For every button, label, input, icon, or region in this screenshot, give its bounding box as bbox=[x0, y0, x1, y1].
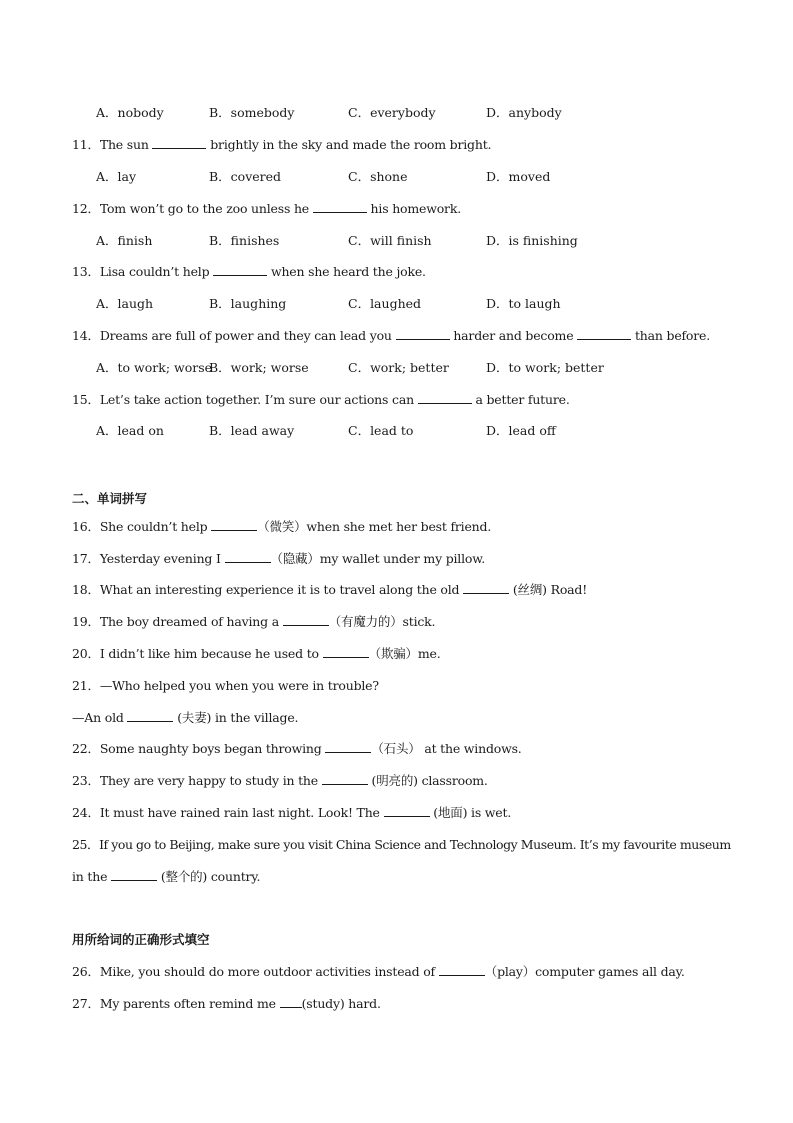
question-25 bbox=[72, 835, 731, 853]
question-number: 22． bbox=[72, 741, 100, 756]
question-text: than before. bbox=[631, 328, 711, 343]
question-number: 24． bbox=[72, 805, 100, 820]
question-12 bbox=[72, 199, 461, 217]
question-text: Yesterday evening I bbox=[99, 551, 225, 566]
question-text: They are very happy to study in the bbox=[99, 773, 322, 788]
section-title-word-forms: 用所给词的正确形式填空 bbox=[72, 932, 210, 947]
answer-blank[interactable] bbox=[111, 869, 157, 881]
question-text: （石头） at the windows. bbox=[371, 741, 522, 756]
question-26 bbox=[72, 962, 685, 980]
question-text: Dreams are full of power and they can lead you bbox=[99, 328, 396, 343]
question-14 bbox=[72, 326, 710, 344]
question-text: She couldn’t help bbox=[99, 519, 212, 534]
answer-blank[interactable] bbox=[211, 519, 257, 531]
question-20 bbox=[72, 644, 440, 662]
question-text: (丝绸) Road! bbox=[509, 582, 588, 597]
q13-option-b[interactable]: B．laughing bbox=[209, 296, 287, 311]
q13-option-d[interactable]: D．to laugh bbox=[486, 296, 561, 311]
q13-option-c[interactable]: C．laughed bbox=[348, 296, 422, 311]
question-19 bbox=[72, 612, 435, 630]
question-number: 23． bbox=[72, 773, 100, 788]
question-number: 11． bbox=[72, 137, 100, 152]
q15-option-c[interactable]: C．lead to bbox=[348, 423, 414, 438]
question-number: 20． bbox=[72, 646, 100, 661]
question-text: (夫妻) in the village. bbox=[173, 710, 299, 725]
q14-option-b[interactable]: B．work; worse bbox=[209, 360, 309, 375]
q15-option-a[interactable]: A．lead on bbox=[96, 423, 164, 438]
question-number: 18． bbox=[72, 582, 100, 597]
question-15 bbox=[72, 390, 570, 408]
q10-option-a[interactable]: A．nobody bbox=[96, 105, 164, 120]
q14-option-d[interactable]: D．to work; better bbox=[486, 360, 604, 375]
q10-option-b[interactable]: B．somebody bbox=[209, 105, 295, 120]
question-text: It must have rained rain last night. Look! The bbox=[99, 805, 384, 820]
question-text: (明亮的) classroom. bbox=[367, 773, 488, 788]
answer-blank[interactable] bbox=[439, 964, 485, 976]
question-23 bbox=[72, 771, 488, 789]
question-text: （有魔力的）stick. bbox=[328, 614, 436, 629]
answer-blank[interactable] bbox=[325, 741, 371, 753]
question-text: My parents often remind me bbox=[99, 996, 280, 1011]
question-number: 12． bbox=[72, 201, 100, 216]
q12-option-d[interactable]: D．is finishing bbox=[486, 233, 578, 248]
question-text: a better future. bbox=[471, 392, 570, 407]
q10-option-d[interactable]: D．anybody bbox=[486, 105, 562, 120]
answer-blank[interactable] bbox=[280, 996, 302, 1008]
q12-option-a[interactable]: A．finish bbox=[96, 233, 153, 248]
question-number: 26． bbox=[72, 964, 100, 979]
answer-blank[interactable] bbox=[396, 328, 450, 340]
question-text: Some naughty boys began throwing bbox=[99, 741, 326, 756]
question-11 bbox=[72, 135, 491, 153]
question-text: when she heard the joke. bbox=[267, 264, 426, 279]
question-text: Tom won’t go to the zoo unless he bbox=[99, 201, 313, 216]
answer-blank[interactable] bbox=[384, 805, 430, 817]
question-24 bbox=[72, 803, 511, 821]
answer-blank[interactable] bbox=[313, 201, 367, 213]
answer-blank[interactable] bbox=[213, 264, 267, 276]
answer-blank[interactable] bbox=[323, 646, 369, 658]
q14-option-c[interactable]: C．work; better bbox=[348, 360, 449, 375]
answer-blank[interactable] bbox=[463, 582, 509, 594]
question-18 bbox=[72, 580, 587, 598]
question-number: 16． bbox=[72, 519, 100, 534]
question-number: 15． bbox=[72, 392, 100, 407]
question-text: (地面) is wet. bbox=[429, 805, 512, 820]
answer-blank[interactable] bbox=[322, 773, 368, 785]
question-text: The sun bbox=[99, 137, 153, 152]
question-22 bbox=[72, 739, 522, 757]
answer-blank[interactable] bbox=[127, 710, 173, 722]
question-text: （隐藏）my wallet under my pillow. bbox=[270, 551, 486, 566]
q13-option-a[interactable]: A．laugh bbox=[96, 296, 154, 311]
q10-option-c[interactable]: C．everybody bbox=[348, 105, 436, 120]
question-text: in the bbox=[72, 869, 112, 884]
q14-option-a[interactable]: A．to work; worse bbox=[96, 360, 213, 375]
question-number: 14． bbox=[72, 328, 100, 343]
question-text: Let’s take action together. I’m sure our actions can bbox=[99, 392, 418, 407]
answer-blank[interactable] bbox=[418, 392, 472, 404]
question-number: 13． bbox=[72, 264, 100, 279]
q11-option-d[interactable]: D．moved bbox=[486, 169, 551, 184]
question-number: 27． bbox=[72, 996, 100, 1011]
question-number: 19． bbox=[72, 614, 100, 629]
question-17 bbox=[72, 549, 485, 567]
q15-option-b[interactable]: B．lead away bbox=[209, 423, 295, 438]
answer-blank[interactable] bbox=[577, 328, 631, 340]
section-title-spelling: 二、单词拼写 bbox=[72, 491, 148, 506]
question-21-response bbox=[72, 708, 298, 726]
question-text: （play）computer games all day. bbox=[484, 964, 685, 979]
question-text: —Who helped you when you were in trouble? bbox=[99, 678, 379, 693]
question-text: （欺骗）me. bbox=[368, 646, 441, 661]
question-text: brightly in the sky and made the room bright. bbox=[206, 137, 492, 152]
question-text: harder and become bbox=[449, 328, 578, 343]
question-text: Lisa couldn’t help bbox=[99, 264, 214, 279]
q12-option-b[interactable]: B．finishes bbox=[209, 233, 280, 248]
question-text: (整个的) country. bbox=[157, 869, 261, 884]
question-16 bbox=[72, 517, 491, 535]
question-text: I didn’t like him because he used to bbox=[99, 646, 323, 661]
answer-blank[interactable] bbox=[225, 551, 271, 563]
q11-option-c[interactable]: C．shone bbox=[348, 169, 408, 184]
question-number: 17． bbox=[72, 551, 100, 566]
q12-option-c[interactable]: C．will finish bbox=[348, 233, 432, 248]
question-text: （微笑）when she met her best friend. bbox=[257, 519, 492, 534]
question-text: (study) hard. bbox=[301, 996, 381, 1011]
question-13 bbox=[72, 262, 426, 280]
question-21 bbox=[72, 676, 379, 694]
question-text: What an interesting experience it is to travel along the old bbox=[99, 582, 464, 597]
q15-option-d[interactable]: D．lead off bbox=[486, 423, 556, 438]
question-27 bbox=[72, 994, 381, 1012]
question-text: his homework. bbox=[366, 201, 461, 216]
q11-option-b[interactable]: B．covered bbox=[209, 169, 282, 184]
answer-blank[interactable] bbox=[283, 614, 329, 626]
question-text: Mike, you should do more outdoor activities instead of bbox=[99, 964, 439, 979]
question-25-continued bbox=[72, 867, 260, 885]
q11-option-a[interactable]: A．lay bbox=[96, 169, 137, 184]
question-text: —An old bbox=[72, 710, 128, 725]
question-text: If you go to Beijing, make sure you visit China Science and Technology Museum. It’s my favourite museum bbox=[99, 837, 731, 852]
answer-blank[interactable] bbox=[152, 137, 206, 149]
question-text: The boy dreamed of having a bbox=[99, 614, 283, 629]
question-number: 25． bbox=[72, 837, 100, 852]
question-number: 21． bbox=[72, 678, 100, 693]
